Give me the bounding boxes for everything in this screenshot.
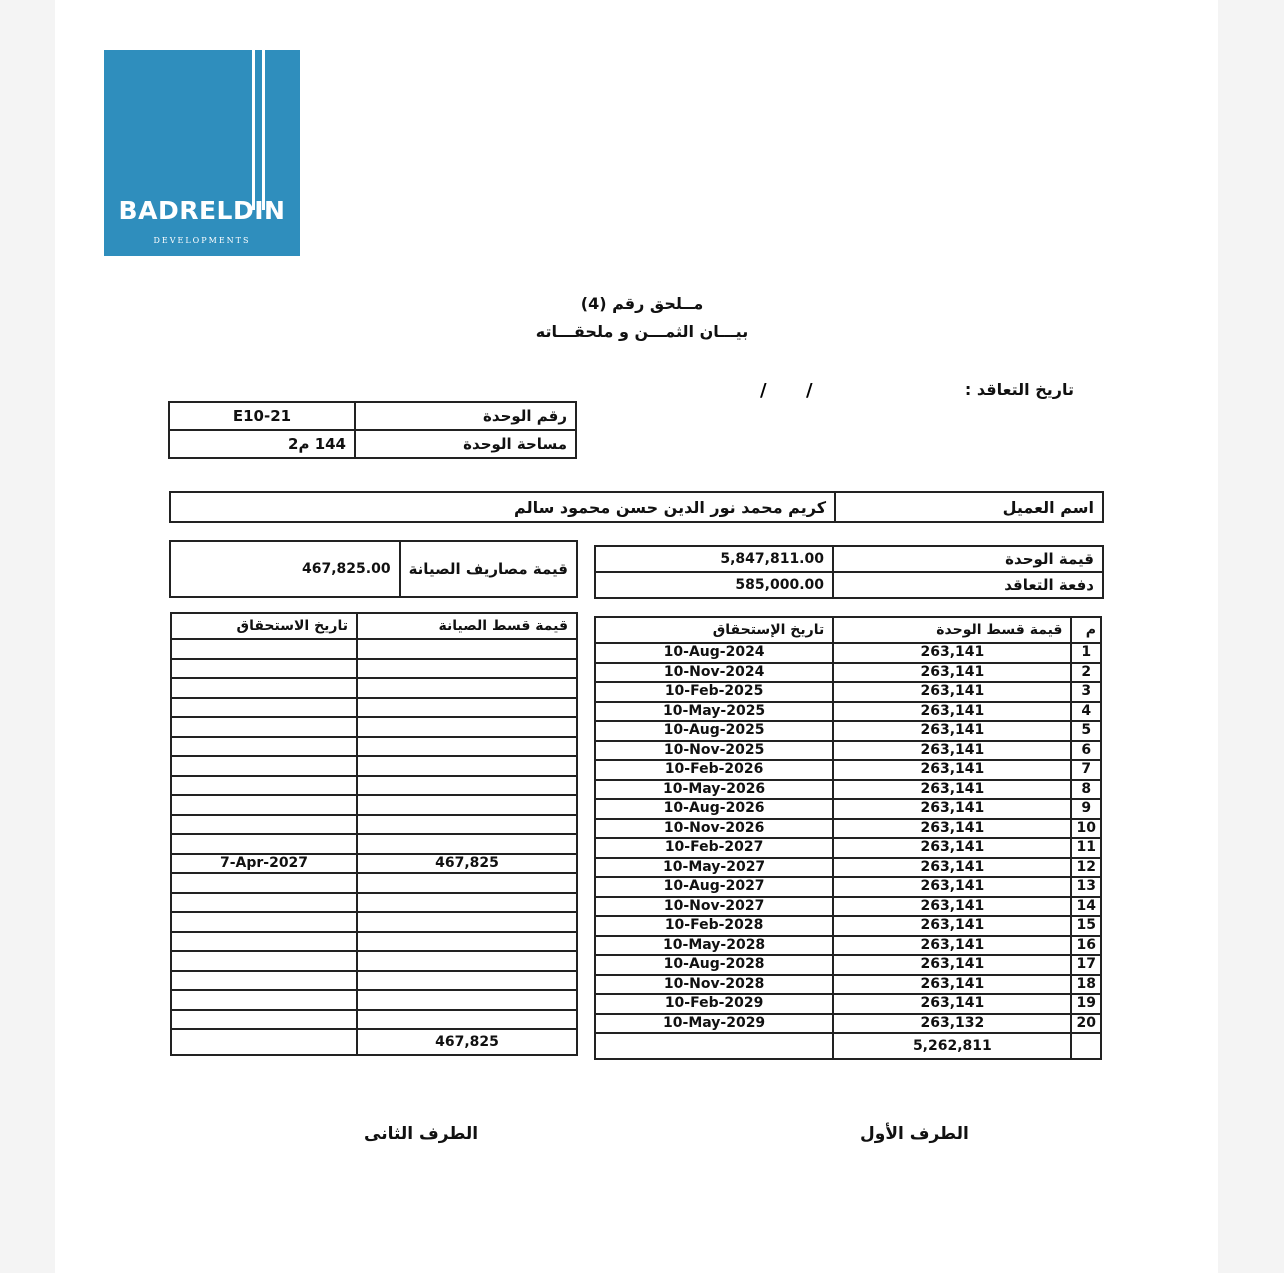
down-payment-value: 585,000.00 bbox=[595, 572, 833, 598]
maintenance-amount-cell bbox=[357, 990, 577, 1010]
maintenance-amount-cell bbox=[357, 873, 577, 893]
date-separator: / bbox=[760, 380, 767, 401]
table-row bbox=[171, 990, 577, 1010]
table-row bbox=[171, 795, 577, 815]
table-row bbox=[171, 1010, 577, 1030]
maintenance-amount-cell bbox=[357, 834, 577, 854]
row-number-cell: 1 bbox=[1071, 643, 1101, 663]
installment-amount-cell: 263,141 bbox=[833, 838, 1071, 858]
table-row bbox=[171, 756, 577, 776]
annex-subtitle: بيـــان الثمـــن و ملحقـــاته bbox=[535, 322, 749, 341]
maintenance-due-cell bbox=[171, 815, 357, 835]
due-date-cell: 10-Aug-2028 bbox=[595, 955, 833, 975]
installment-amount-cell: 263,141 bbox=[833, 897, 1071, 917]
table-row bbox=[595, 858, 1101, 878]
table-row bbox=[595, 877, 1101, 897]
unit-value-table bbox=[594, 545, 1104, 599]
due-date-cell: 10-Aug-2027 bbox=[595, 877, 833, 897]
table-row bbox=[171, 834, 577, 854]
unit-area-label: مساحة الوحدة bbox=[355, 430, 576, 458]
maintenance-due-cell bbox=[171, 873, 357, 893]
maintenance-due-cell bbox=[171, 776, 357, 796]
table-row bbox=[171, 815, 577, 835]
row-number-cell: 9 bbox=[1071, 799, 1101, 819]
installment-amount-cell: 263,141 bbox=[833, 975, 1071, 995]
table-row bbox=[171, 873, 577, 893]
due-date-cell: 10-Nov-2024 bbox=[595, 663, 833, 683]
logo-sub-text: DEVELOPMENTS bbox=[153, 236, 251, 245]
table-row bbox=[171, 717, 577, 737]
installment-amount-cell: 263,141 bbox=[833, 916, 1071, 936]
table-row bbox=[595, 936, 1101, 956]
client-table bbox=[169, 491, 1104, 523]
installment-amount-cell: 263,141 bbox=[833, 858, 1071, 878]
unit-number-value: E10-21 bbox=[169, 402, 355, 430]
table-row bbox=[171, 639, 577, 659]
maintenance-due-cell bbox=[171, 893, 357, 913]
maintenance-amount-cell bbox=[357, 776, 577, 796]
unit-value-label: قيمة الوحدة bbox=[833, 546, 1103, 572]
maintenance-amount-cell bbox=[357, 912, 577, 932]
installment-amount-cell: 263,141 bbox=[833, 799, 1071, 819]
table-row bbox=[171, 737, 577, 757]
due-date-cell: 10-Feb-2026 bbox=[595, 760, 833, 780]
row-number-cell: 8 bbox=[1071, 780, 1101, 800]
installment-amount-cell: 263,141 bbox=[833, 702, 1071, 722]
maintenance-label: قيمة مصاريف الصيانة bbox=[400, 541, 577, 597]
maintenance-due-cell bbox=[171, 678, 357, 698]
maintenance-amount-cell bbox=[357, 678, 577, 698]
due-date-cell: 10-Nov-2025 bbox=[595, 741, 833, 761]
installment-amount-cell: 263,141 bbox=[833, 760, 1071, 780]
table-row bbox=[171, 971, 577, 991]
maintenance-amount-cell bbox=[357, 659, 577, 679]
maintenance-amount-cell bbox=[357, 1010, 577, 1030]
due-date-cell: 10-Nov-2028 bbox=[595, 975, 833, 995]
table-row bbox=[171, 932, 577, 952]
maintenance-amount-cell bbox=[357, 893, 577, 913]
second-party-signature-label: الطرف الثانى bbox=[364, 1124, 479, 1144]
row-number-cell: 4 bbox=[1071, 702, 1101, 722]
table-row bbox=[171, 659, 577, 679]
installment-amount-cell: 263,141 bbox=[833, 955, 1071, 975]
table-row bbox=[595, 682, 1101, 702]
maintenance-amount-cell bbox=[357, 815, 577, 835]
row-number-cell: 6 bbox=[1071, 741, 1101, 761]
table-row bbox=[595, 760, 1101, 780]
row-number-cell: 14 bbox=[1071, 897, 1101, 917]
table-row bbox=[595, 741, 1101, 761]
maintenance-due-cell bbox=[171, 834, 357, 854]
installment-amount-cell: 263,141 bbox=[833, 741, 1071, 761]
row-number-cell: 18 bbox=[1071, 975, 1101, 995]
maintenance-due-cell bbox=[171, 756, 357, 776]
maintenance-amount-cell bbox=[357, 717, 577, 737]
row-number-cell: 5 bbox=[1071, 721, 1101, 741]
unit-info-table bbox=[168, 401, 577, 459]
down-payment-label: دفعة التعاقد bbox=[833, 572, 1103, 598]
total-empty-cell bbox=[1071, 1033, 1101, 1059]
table-row bbox=[595, 799, 1101, 819]
maintenance-installments-table bbox=[170, 612, 578, 1056]
logo-brand-text: BADRELDIN bbox=[118, 196, 286, 225]
installment-amount-cell: 263,141 bbox=[833, 663, 1071, 683]
maintenance-amount-cell bbox=[357, 971, 577, 991]
table-row bbox=[595, 897, 1101, 917]
contract-date-label: تاريخ التعاقد : bbox=[964, 380, 1074, 399]
table-row bbox=[595, 1014, 1101, 1034]
maintenance-due-cell bbox=[171, 912, 357, 932]
client-name: كريم محمد نور الدين حسن محمود سالم bbox=[170, 492, 835, 522]
row-number-cell: 3 bbox=[1071, 682, 1101, 702]
row-number-cell: 12 bbox=[1071, 858, 1101, 878]
maintenance-due-cell bbox=[171, 990, 357, 1010]
table-row bbox=[595, 702, 1101, 722]
maintenance-due-cell bbox=[171, 971, 357, 991]
maintenance-due-cell: 7-Apr-2027 bbox=[171, 854, 357, 874]
maintenance-due-cell bbox=[171, 698, 357, 718]
maintenance-amount-cell bbox=[357, 639, 577, 659]
due-date-cell: 10-Aug-2024 bbox=[595, 643, 833, 663]
maintenance-due-header: تاريخ الاستحقاق bbox=[171, 613, 357, 639]
maintenance-value: 467,825.00 bbox=[170, 541, 400, 597]
maintenance-due-cell bbox=[171, 795, 357, 815]
table-row bbox=[171, 698, 577, 718]
date-separator: / bbox=[806, 380, 813, 401]
table-row bbox=[595, 643, 1101, 663]
due-date-cell: 10-Feb-2025 bbox=[595, 682, 833, 702]
table-row bbox=[171, 678, 577, 698]
unit-installments-table bbox=[594, 616, 1102, 1060]
table-row bbox=[595, 721, 1101, 741]
maintenance-due-cell bbox=[171, 1010, 357, 1030]
row-number-cell: 10 bbox=[1071, 819, 1101, 839]
row-number-cell: 20 bbox=[1071, 1014, 1101, 1034]
first-party-signature-label: الطرف الأول bbox=[860, 1124, 969, 1144]
row-number-cell: 2 bbox=[1071, 663, 1101, 683]
table-row bbox=[595, 916, 1101, 936]
due-date-cell: 10-May-2029 bbox=[595, 1014, 833, 1034]
row-number-cell: 17 bbox=[1071, 955, 1101, 975]
table-row bbox=[595, 955, 1101, 975]
row-number-cell: 15 bbox=[1071, 916, 1101, 936]
unit-area-value: 144 م2 bbox=[169, 430, 355, 458]
due-date-cell: 10-Feb-2028 bbox=[595, 916, 833, 936]
maintenance-amount-cell bbox=[357, 698, 577, 718]
row-number-cell: 7 bbox=[1071, 760, 1101, 780]
installment-amount-cell: 263,141 bbox=[833, 819, 1071, 839]
table-row bbox=[171, 951, 577, 971]
maintenance-amount-cell bbox=[357, 737, 577, 757]
installment-amount-cell: 263,141 bbox=[833, 780, 1071, 800]
installment-amount-cell: 263,141 bbox=[833, 682, 1071, 702]
installment-amount-cell: 263,141 bbox=[833, 994, 1071, 1014]
total-empty-cell bbox=[171, 1029, 357, 1055]
due-date-cell: 10-Feb-2029 bbox=[595, 994, 833, 1014]
maintenance-due-cell bbox=[171, 951, 357, 971]
table-row bbox=[595, 838, 1101, 858]
row-number-cell: 19 bbox=[1071, 994, 1101, 1014]
installment-amount-cell: 263,141 bbox=[833, 877, 1071, 897]
company-logo bbox=[104, 50, 300, 256]
maintenance-amount-cell bbox=[357, 932, 577, 952]
installment-amount-cell: 263,132 bbox=[833, 1014, 1071, 1034]
installment-amount-header: قيمة قسط الوحدة bbox=[833, 617, 1071, 643]
installment-amount-cell: 263,141 bbox=[833, 936, 1071, 956]
unit-number-label: رقم الوحدة bbox=[355, 402, 576, 430]
due-date-cell: 10-Nov-2027 bbox=[595, 897, 833, 917]
maintenance-amount-header: قيمة قسط الصيانة bbox=[357, 613, 577, 639]
due-date-cell: 10-Aug-2026 bbox=[595, 799, 833, 819]
table-row bbox=[171, 893, 577, 913]
due-date-cell: 10-Feb-2027 bbox=[595, 838, 833, 858]
maintenance-due-cell bbox=[171, 932, 357, 952]
due-date-cell: 10-May-2026 bbox=[595, 780, 833, 800]
total-empty-cell bbox=[595, 1033, 833, 1059]
maintenance-value-table bbox=[169, 540, 578, 598]
row-number-cell: 16 bbox=[1071, 936, 1101, 956]
maintenance-due-cell bbox=[171, 737, 357, 757]
installment-amount-cell: 263,141 bbox=[833, 721, 1071, 741]
table-row bbox=[595, 780, 1101, 800]
row-number-cell: 13 bbox=[1071, 877, 1101, 897]
table-row bbox=[171, 776, 577, 796]
installments-total: 5,262,811 bbox=[833, 1033, 1071, 1059]
maintenance-total: 467,825 bbox=[357, 1029, 577, 1055]
client-label: اسم العميل bbox=[835, 492, 1103, 522]
row-number-header: م bbox=[1071, 617, 1101, 643]
due-date-cell: 10-Nov-2026 bbox=[595, 819, 833, 839]
table-row bbox=[171, 854, 577, 874]
maintenance-due-cell bbox=[171, 717, 357, 737]
due-date-cell: 10-May-2027 bbox=[595, 858, 833, 878]
due-date-cell: 10-May-2028 bbox=[595, 936, 833, 956]
due-date-header: تاريخ الإستحقاق bbox=[595, 617, 833, 643]
table-row bbox=[595, 819, 1101, 839]
table-row bbox=[171, 912, 577, 932]
due-date-cell: 10-Aug-2025 bbox=[595, 721, 833, 741]
maintenance-amount-cell: 467,825 bbox=[357, 854, 577, 874]
due-date-cell: 10-May-2025 bbox=[595, 702, 833, 722]
maintenance-amount-cell bbox=[357, 795, 577, 815]
table-row bbox=[595, 994, 1101, 1014]
unit-value: 5,847,811.00 bbox=[595, 546, 833, 572]
table-row bbox=[595, 663, 1101, 683]
row-number-cell: 11 bbox=[1071, 838, 1101, 858]
annex-title: مــلحق رقم (4) bbox=[580, 294, 704, 313]
maintenance-due-cell bbox=[171, 659, 357, 679]
maintenance-amount-cell bbox=[357, 951, 577, 971]
maintenance-due-cell bbox=[171, 639, 357, 659]
maintenance-amount-cell bbox=[357, 756, 577, 776]
installment-amount-cell: 263,141 bbox=[833, 643, 1071, 663]
table-row bbox=[595, 975, 1101, 995]
